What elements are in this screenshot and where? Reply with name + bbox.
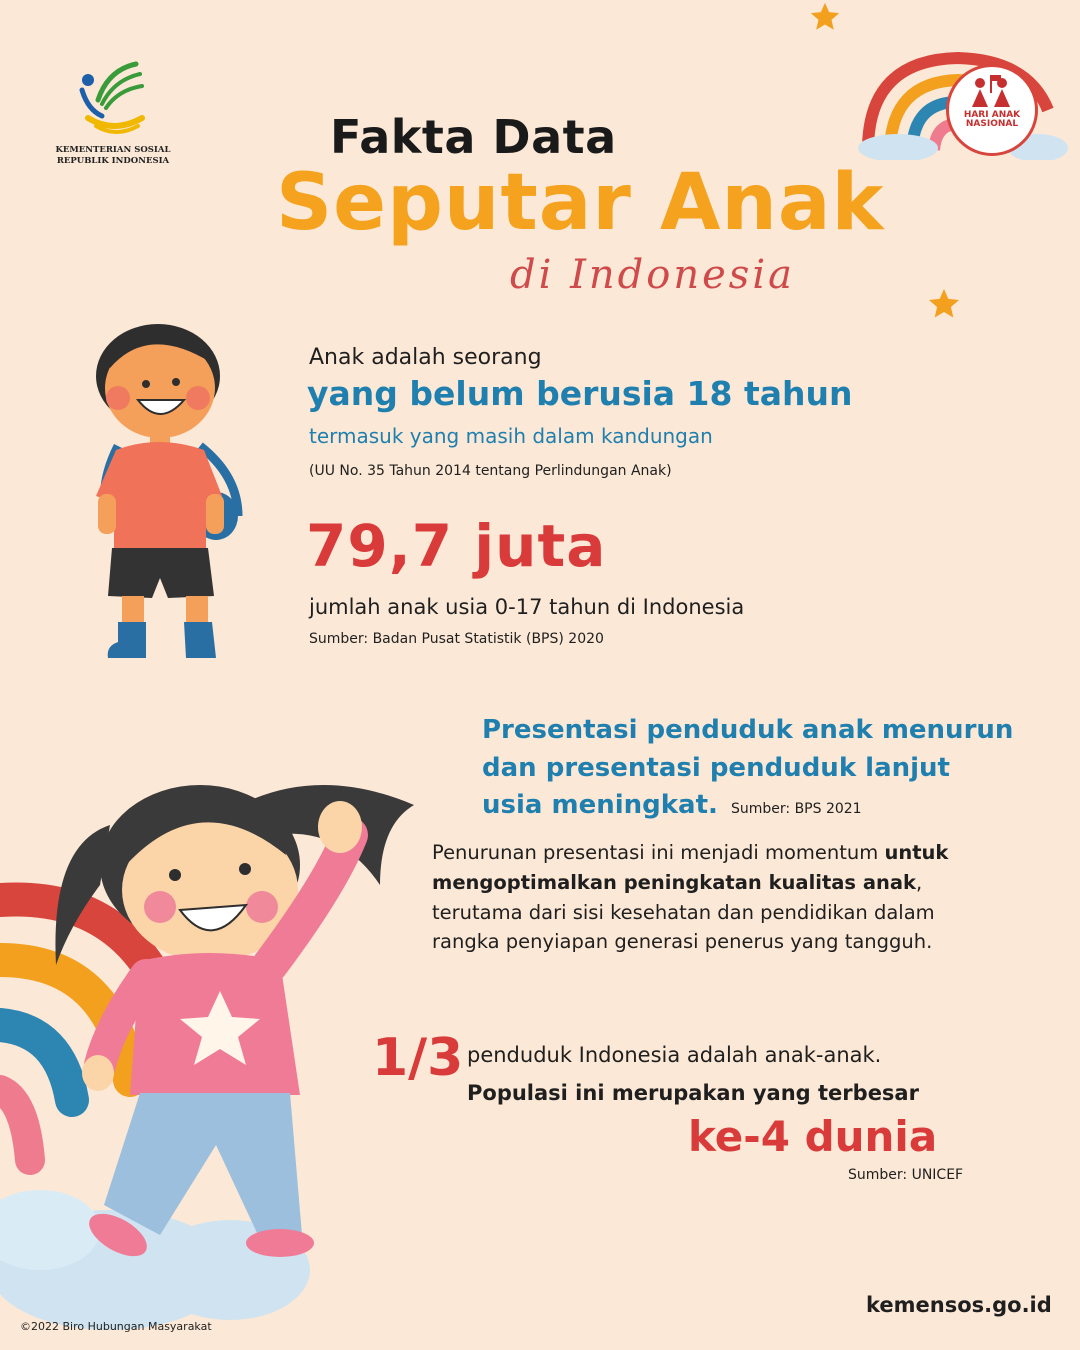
badge-line-2: NASIONAL [965, 119, 1019, 130]
trend-body-bold-b: mengoptimalkan peningkatan kualitas anak [432, 870, 916, 894]
population-source: Sumber: Badan Pusat Statistik (BPS) 2020 [309, 631, 604, 647]
trend-body-text-a: Penurunan presentasi ini menjadi momentum [432, 841, 885, 864]
title-fakta-data: Fakta Data [330, 110, 617, 164]
girl-illustration [40, 765, 420, 1295]
definition-highlight: yang belum berusia 18 tahun [307, 374, 853, 413]
trend-line-2: dan presentasi penduduk lanjut [482, 753, 950, 783]
boy-illustration [88, 316, 248, 661]
trend-body-line-2 [432, 868, 1052, 898]
definition-law-reference: (UU No. 35 Tahun 2014 tentang Perlindungan Anak) [309, 463, 672, 479]
star-icon [926, 286, 962, 322]
copyright-text: ©2022 Biro Hubungan Masyarakat [20, 1320, 212, 1333]
hari-anak-nasional-badge [946, 64, 1038, 156]
ratio-value: 1/3 [372, 1028, 464, 1088]
children-flag-icon [962, 73, 1022, 107]
ratio-text: penduduk Indonesia adalah anak-anak. [467, 1043, 882, 1067]
trend-body-text-b: , [916, 870, 923, 894]
trend-line-3-row [482, 790, 862, 820]
ratio-rank: ke-4 dunia [688, 1112, 938, 1161]
title-seputar-anak: Seputar Anak [276, 158, 885, 248]
population-value: 79,7 juta [306, 512, 607, 580]
website-link[interactable]: kemensos.go.id [866, 1293, 1052, 1317]
ministry-line-1: KEMENTERIAN SOSIAL [55, 145, 171, 155]
trend-body [432, 838, 1052, 957]
definition-detail: termasuk yang masih dalam kandungan [309, 424, 713, 448]
population-label: jumlah anak usia 0-17 tahun di Indonesia [309, 595, 745, 619]
kemensos-logo [78, 60, 148, 140]
trend-line-3: usia meningkat. [482, 790, 718, 820]
ratio-source: Sumber: UNICEF [848, 1167, 964, 1183]
badge-line-1: HARI ANAK [963, 110, 1021, 120]
trend-body-bold-a: untuk [884, 841, 949, 864]
trend-body-line-4: rangka penyiapan generasi penerus yang tangguh. [432, 930, 933, 954]
star-icon [808, 0, 842, 34]
trend-line-1: Presentasi penduduk anak menurun [482, 715, 1014, 745]
ministry-line-2: REPUBLIK INDONESIA [56, 156, 170, 167]
definition-intro: Anak adalah seorang [309, 345, 542, 370]
ministry-name [38, 145, 188, 167]
trend-source: Sumber: BPS 2021 [731, 801, 862, 817]
trend-body-line-3: terutama dari sisi kesehatan dan pendidikan dalam [432, 900, 935, 924]
trend-body-line-1 [432, 838, 1052, 868]
ratio-text-bold: Populasi ini merupakan yang terbesar [467, 1081, 919, 1105]
title-di-indonesia: di Indonesia [510, 252, 795, 298]
